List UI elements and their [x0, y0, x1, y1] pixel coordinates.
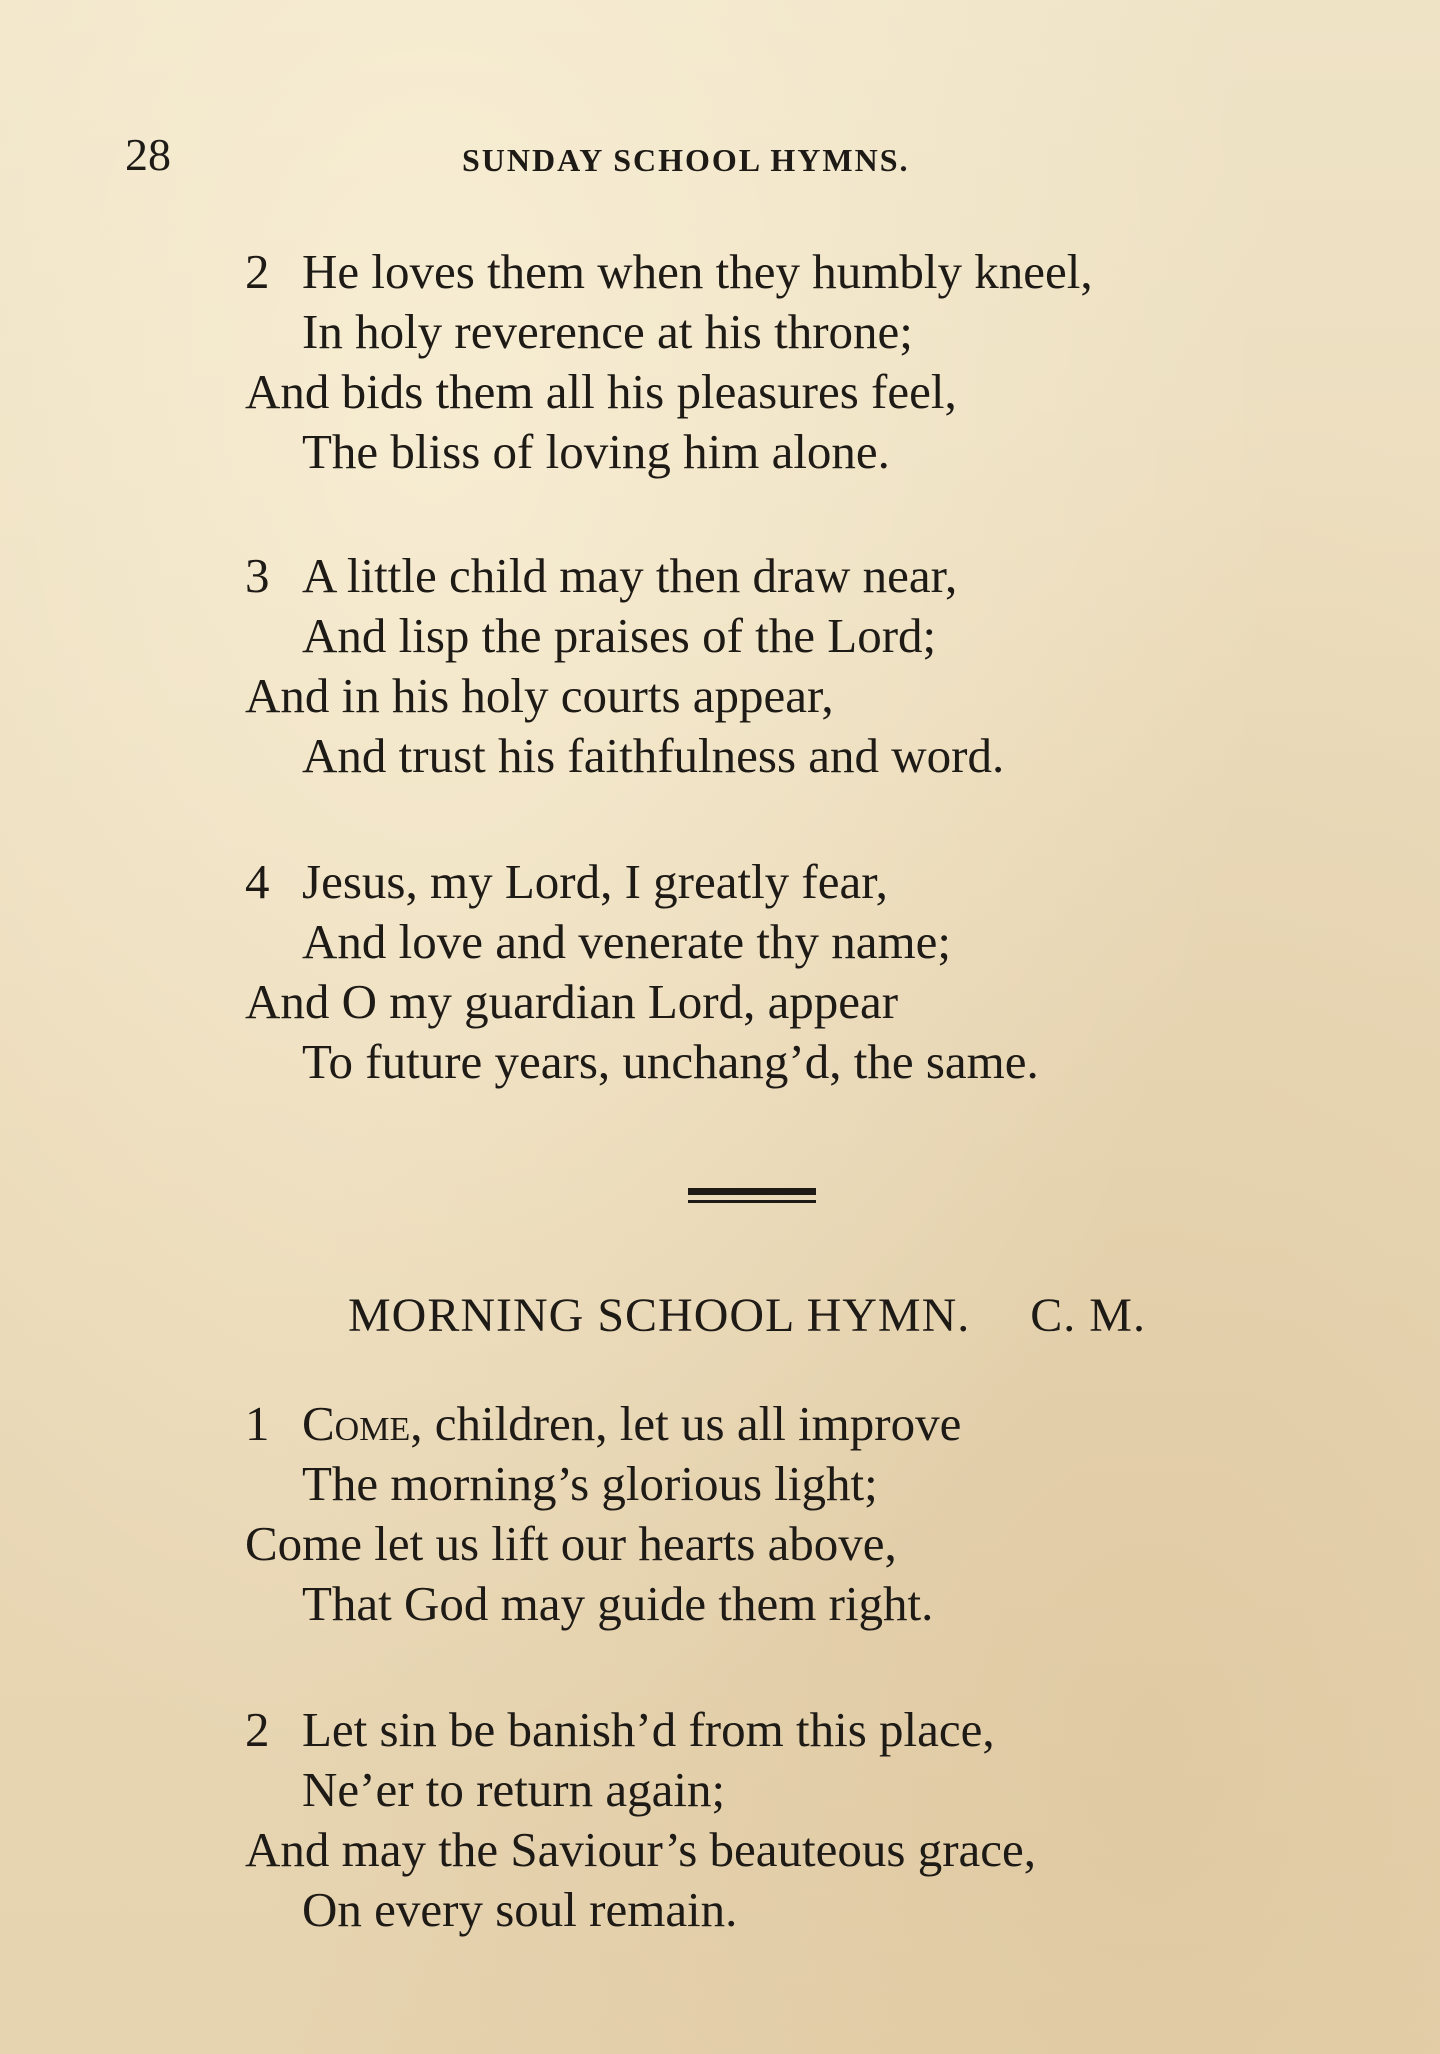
stanza-line: [245, 546, 957, 606]
first-word: Come: [302, 1396, 411, 1451]
stanza-line: The bliss of loving him alone.: [302, 424, 890, 479]
line-text: Let sin be banish’d from this place,: [302, 1702, 995, 1757]
hymn-meter: C. M.: [1030, 1289, 1146, 1342]
stanza-line: Ne’er to return again;: [302, 1762, 726, 1817]
stanza-number: 4: [245, 854, 270, 909]
stanza-line: And O my guardian Lord, appear: [245, 974, 899, 1029]
stanza-number: 3: [245, 548, 270, 603]
divider-rule-thick: [688, 1188, 816, 1195]
line-text: , children, let us all improve: [410, 1396, 962, 1451]
section-divider: [688, 1188, 816, 1206]
stanza-line: And love and venerate thy name;: [302, 914, 952, 969]
hymn-title: [348, 1288, 1146, 1343]
page-number: 28: [125, 129, 171, 180]
stanza-line: [245, 1700, 995, 1760]
running-head: [0, 128, 1440, 188]
stanza-number: 2: [245, 1702, 270, 1757]
stanza-line: And bids them all his pleasures feel,: [245, 364, 957, 419]
stanza-line: And lisp the praises of the Lord;: [302, 608, 937, 663]
stanza-line: And trust his faithfulness and word.: [302, 728, 1005, 783]
stanza-line: In holy reverence at his throne;: [302, 304, 913, 359]
stanza-line: And in his holy courts appear,: [245, 668, 834, 723]
stanza-line: To future years, unchang’d, the same.: [302, 1034, 1039, 1089]
stanza-line: The morning’s glorious light;: [302, 1456, 878, 1511]
line-text: He loves them when they humbly kneel,: [302, 244, 1093, 299]
running-title: SUNDAY SCHOOL HYMNS.: [462, 142, 910, 178]
divider-rule-thin: [688, 1200, 816, 1203]
hymn-title-text: MORNING SCHOOL HYMN.: [348, 1289, 971, 1342]
stanza-line: Come let us lift our hearts above,: [245, 1516, 897, 1571]
stanza-line: [245, 242, 1093, 302]
line-text: Jesus, my Lord, I greatly fear,: [302, 854, 888, 909]
stanza-line: On every soul remain.: [302, 1882, 738, 1937]
stanza-line: [245, 1394, 961, 1454]
stanza-line: That God may guide them right.: [302, 1576, 934, 1631]
stanza-number: 1: [245, 1396, 270, 1451]
stanza-line: [245, 852, 888, 912]
line-text: A little child may then draw near,: [302, 548, 958, 603]
stanza-number: 2: [245, 244, 270, 299]
stanza-line: And may the Saviour’s beauteous grace,: [245, 1822, 1037, 1877]
